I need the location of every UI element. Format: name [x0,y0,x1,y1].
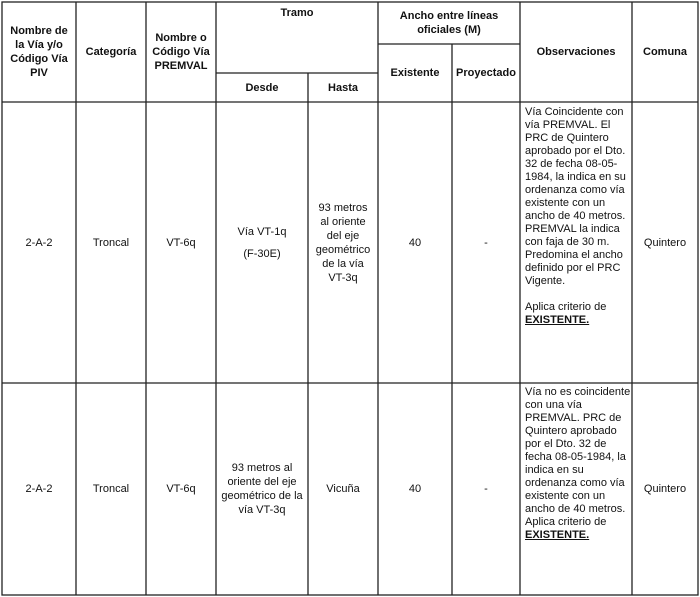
table-row-2-codigo: VT-6q [166,483,196,495]
table-row-1-categoria: Troncal [92,236,130,249]
table-row-1-hasta: 93 metros al oriente del eje geométrico de la vía VT-3q [315,201,371,284]
header-tramo: Tramo [280,7,314,19]
header-existente: Existente [390,67,440,79]
header-desde: Desde [245,81,279,94]
table-row-1-desde-via: Vía VT-1q [237,225,287,238]
table-row-2-categoria: Troncal [92,483,130,495]
header-proyectado: Proyectado [456,67,516,79]
table-row-1-desde [216,102,308,383]
table-row-1-obs-criterio: EXISTENTE. [525,314,590,326]
table-row-2-comuna: Quintero [643,483,687,495]
table-row-2-hasta: Vicuña [326,483,360,495]
header-categoria: Categoría [85,46,137,58]
table-row-1-desde-extra: (F-30E) [243,247,281,260]
table-row-2-existente: 40 [408,483,422,495]
table-row-1-observaciones [525,106,631,327]
table-row-2-observaciones [525,386,631,542]
header-hasta: Hasta [328,81,358,94]
table-row-2-nombre-via: 2-A-2 [25,483,53,495]
table-row-1-obs-criterio-prefix: Aplica criterio de [525,301,607,313]
header-observaciones: Observaciones [536,46,616,58]
table-row-2-obs-criterio-prefix: Aplica criterio de [525,516,607,528]
header-nombre-via: Nombre de la Vía y/o Código Vía PIV [10,25,68,79]
header-ancho: Ancho entre líneas oficiales (M) [399,10,499,36]
table-row-2-proyectado: - [484,483,488,495]
table-row-1-nombre-via: 2-A-2 [25,236,53,249]
table-row-1-obs-text-2: PREMVAL la indica con faja de 30 m. [525,223,620,248]
table-row-2-obs-text-1: Vía no es coincidente con una vía PREMVAL. PRC de Quintero aprobado por el Dto. 32 de fecha 08-05-1984, la indica en su ordenanza como vía existente con un ancho de 40 metros. [525,386,631,515]
table-row-2-desde: 93 metros al oriente del eje geométrico de la vía VT-3q [221,462,303,516]
header-comuna: Comuna [643,46,687,58]
table-row-1-codigo: VT-6q [166,236,196,249]
table-row-1-comuna: Quintero [643,236,687,249]
header-codigo-premval: Nombre o Código Vía PREMVAL [152,32,210,72]
table-row-2-obs-criterio: EXISTENTE. [525,529,590,541]
table-row-1-existente: 40 [408,236,422,249]
table-row-1-obs-text-1: Vía Coincidente con vía PREMVAL. El PRC de Quintero aprobado por el Dto. 32 de fecha 08-05-1984, la indica en su ordenanza como vía existente con un ancho de 40 metros. [525,106,626,222]
table-row-1-proyectado: - [484,236,488,249]
table-row-1-obs-text-3: Predomina el ancho definido por el PRC Vigente. [525,249,623,287]
